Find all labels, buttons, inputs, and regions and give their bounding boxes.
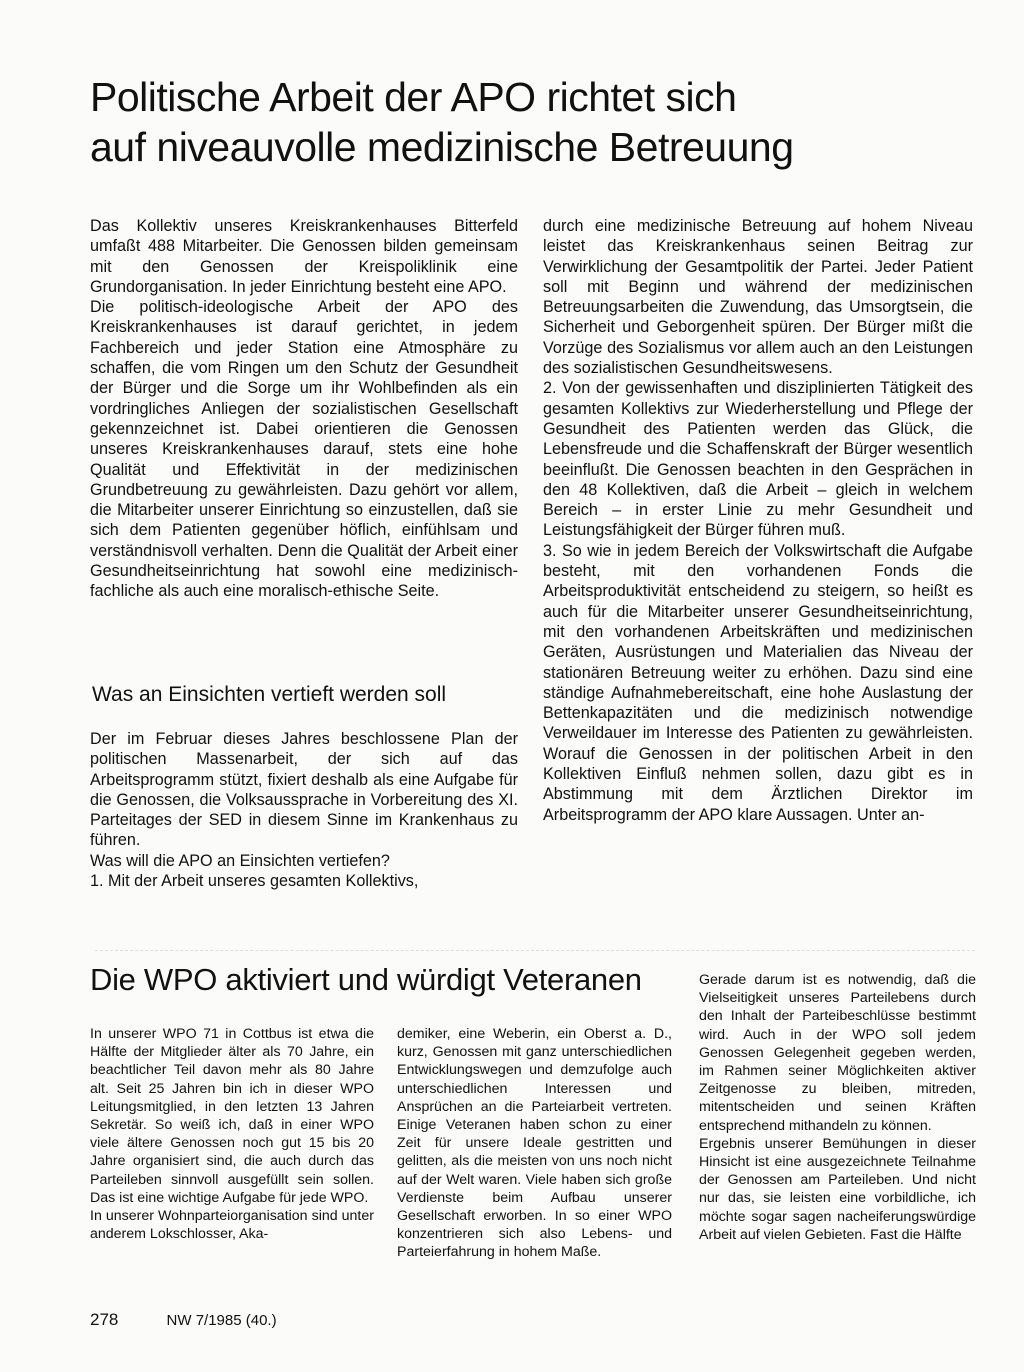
paragraph: 2. Von der gewissenhaften und disziplinierten Tätigkeit des gesamten Kollektivs zur Wiederherstellung und Pflege der Gesundheit des Patienten werden das Glück, die Lebensfreude und die Schaffenskraft der Bürger wesentlich beeinflußt. Die Genossen beachten in den Gesprächen in den 48 Kollektiven, daß die Arbeit – gleich in welchem Bereich – in erster Linie zu mehr Gesundheit und Leistungsfähigkeit der Bürger führen muß. — [543, 379, 973, 540]
article1-title-line2: auf niveauvolle medizinische Betreuung — [90, 124, 794, 170]
article1-title-line1: Politische Arbeit der APO richtet sich — [90, 74, 737, 120]
paragraph: Ergebnis unserer Bemühungen in dieser Hinsicht ist eine ausgezeichnete Teilnahme der Genossen am Parteileben. Und nicht nur das, sie leisten eine vorbildliche, ich möchte sogar sagen nacheiferungswürdige Arbeit auf vielen Gebieten. Fast die Hälfte — [699, 1135, 976, 1243]
paragraph: In unserer Wohnparteiorganisation sind unter anderem Lokschlosser, Aka- — [90, 1208, 374, 1243]
page-number: 278 — [90, 1310, 119, 1329]
page-footer — [90, 1310, 277, 1330]
article1-subheading: Was an Einsichten vertieft werden soll — [92, 683, 447, 706]
article1-column1-continued — [90, 729, 518, 891]
paragraph: Die politisch-ideologische Arbeit der APO des Kreiskrankenhauses ist darauf gerichtet, in jedem Fachbereich und jeder Station eine Atmosphäre zu schaffen, die vom Ringen um den Schutz der Gesundheit der Bürger und die Sorge um ihr Wohlbefinden als ein vordringliches Anliegen der sozialistischen Gesellschaft gekennzeichnet ist. Dabei orientieren die Genossen unseres Kreiskrankenhauses darauf, stets eine hohe Qualität und Effektivität in der medizinischen Grundbetreuung zu gewährleisten. Dazu gehört vor allem, die Mitarbeiter unserer Einrichtung so einzustellen, daß sie sich dem Patienten gegenüber höflich, einfühlsam und verständnisvoll verhalten. Denn die Qualität der Arbeit einer Gesundheitseinrichtung hat sowohl eine medizinisch-fachliche als auch eine moralisch-ethische Seite. — [90, 298, 518, 601]
paragraph: 3. So wie in jedem Bereich der Volkswirtschaft die Aufgabe besteht, mit den vorhandenen Fonds die Arbeitsproduktivität entscheidend zu steigern, so heißt es auch für die Mitarbeiter unserer Gesundheitseinrichtung, mit den vorhandenen Arbeitskräften und medizinischen Geräten, Ausrüstungen und Materialien das Niveau der stationären Betreuung weiter zu erhöhen. Dazu sind eine ständige Aufnahmebereitschaft, eine hohe Auslastung der Bettenkapazitäten und die medizinisch notwendige Verweildauer im Interesse des Patienten zu gewährleisten. Worauf die Genossen in der politischen Arbeit in den Kollektiven Einfluß nehmen sollen, dazu gibt es in Abstimmung mit dem Ärztlichen Direktor im Arbeitsprogramm der APO klare Aussagen. Unter an- — [543, 541, 973, 824]
article2-title: Die WPO aktiviert und würdigt Veteranen — [90, 962, 642, 997]
article1-title — [90, 72, 990, 172]
article2-column1 — [90, 1025, 374, 1243]
paragraph: In unserer WPO 71 in Cottbus ist etwa die Hälfte der Mitglieder älter als 70 Jahre, ein beachtlicher Teil davon mehr als 80 Jahre alt. Seit 25 Jahren bin ich in dieser WPO Leitungsmitglied, in den letzten 13 Jahren Sekretär. So weiß ich, daß in einer WPO viele ältere Genossen noch gut 15 bis 20 Jahre organisiert sind, die auch durch das Parteileben sinnvoll ausgefüllt sein sollen. Das ist eine wichtige Aufgabe für jede WPO. — [90, 1026, 374, 1206]
paragraph: Gerade darum ist es notwendig, daß die Vielseitigkeit unseres Parteilebens durch den Inhalt der Parteibeschlüsse bestimmt wird. Auch in der WPO soll jedem Genossen Gelegenheit gegeben werden, im Rahmen seiner Möglichkeiten aktiver Zeitgenosse zu bleiben, mitreden, mitentscheiden und seinen Kräften entsprechend mithandeln zu können. — [699, 972, 976, 1134]
issue-reference: NW 7/1985 (40.) — [166, 1312, 277, 1329]
section-divider — [95, 922, 975, 951]
paragraph: Was will die APO an Einsichten vertiefen? — [90, 851, 390, 870]
paragraph: durch eine medizinische Betreuung auf hohem Niveau leistet das Kreiskrankenhaus seinen Beitrag zur Verwirklichung der Gesamtpolitik der Partei. Jeder Patient soll mit Beginn und während der medizinischen Betreuungsarbeiten die Zuwendung, das Umsorgtsein, die Sicherheit und Geborgenheit spüren. Der Bürger mißt die Vorzüge des Sozialismus vor allem auch an den Leistungen des sozialistischen Gesundheitswesens. — [543, 217, 973, 378]
article1-column1 — [90, 216, 518, 602]
paragraph: demiker, eine Weberin, ein Oberst a. D., kurz, Genossen mit ganz unterschiedlichen Entwicklungswegen und demzufolge auch unterschiedlichen Interessen und Ansprüchen an die Parteiarbeit vertreten. Einige Veteranen haben schon zu einer Zeit für unsere Ideale gestritten und gelitten, als die meisten von uns noch nicht auf der Welt waren. Viele haben sich große Verdienste beim Aufbau unserer Gesellschaft erworben. In so einer WPO konzentrieren sich also Lebens- und Parteierfahrung in hohem Maße. — [397, 1026, 672, 1261]
article1-column2 — [543, 216, 973, 825]
article2-column2 — [397, 1025, 672, 1262]
paragraph: Das Kollektiv unseres Kreiskrankenhauses Bitterfeld umfaßt 488 Mitarbeiter. Die Genossen bilden gemeinsam mit den Genossen der Kreispoliklinik eine Grundorganisation. In jeder Einrichtung besteht eine APO. — [90, 217, 518, 296]
article2-column3 — [699, 971, 976, 1244]
paragraph: Der im Februar dieses Jahres beschlossene Plan der politischen Massenarbeit, der sich auf das Arbeitsprogramm stützt, fixiert deshalb als eine Aufgabe für die Genossen, die Volksaussprache in Vorbereitung des XI. Parteitages der SED in diesem Sinne im Krankenhaus zu führen. — [90, 730, 518, 850]
paragraph: 1. Mit der Arbeit unseres gesamten Kollektivs, — [90, 872, 419, 891]
